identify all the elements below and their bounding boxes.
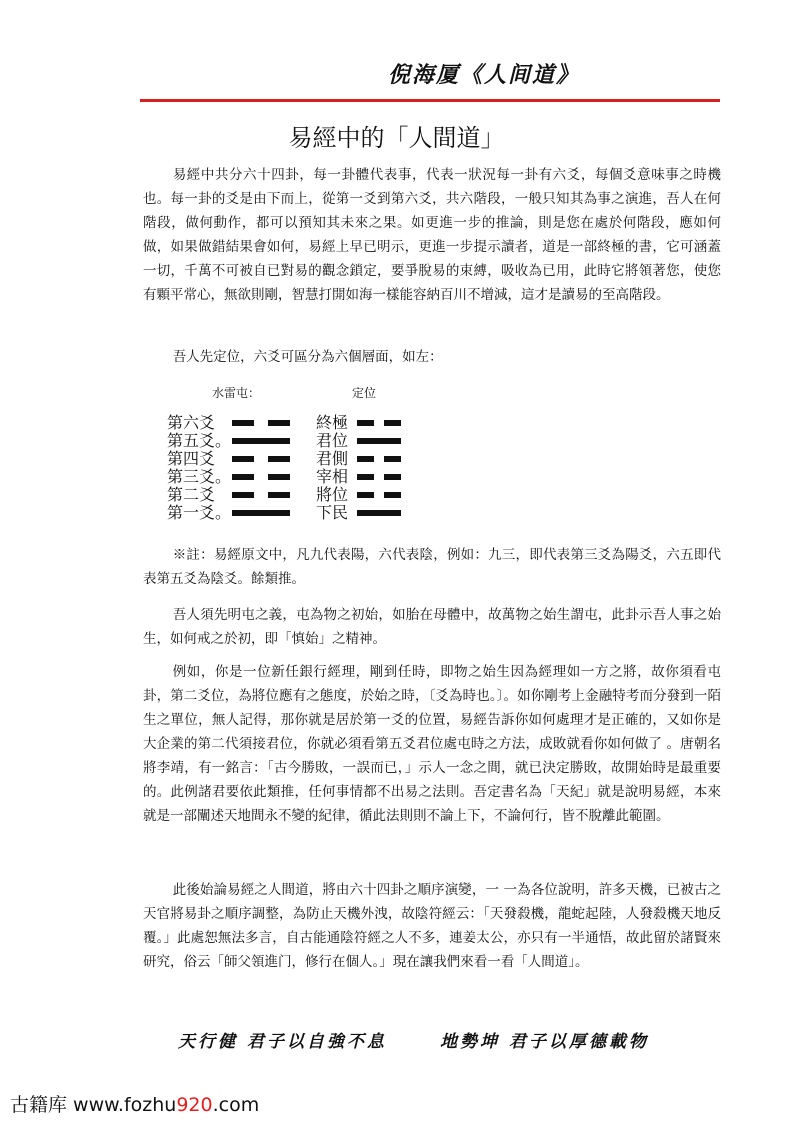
yao-position: 第一爻。 bbox=[167, 503, 232, 522]
yin-bar-segment bbox=[384, 492, 401, 498]
yang-bar bbox=[232, 438, 290, 444]
yin-bar-segment bbox=[268, 420, 290, 426]
yang-bar bbox=[232, 510, 290, 516]
role-label: 君位 bbox=[316, 431, 349, 450]
yang-line bbox=[232, 432, 290, 450]
motto-heaven: 天行健 君子以自強不息 bbox=[178, 1032, 387, 1052]
yin-bar-segment bbox=[268, 492, 290, 498]
yin-bar-segment bbox=[384, 474, 401, 480]
yang-bar bbox=[357, 510, 401, 516]
yin-bar-segment bbox=[232, 456, 254, 462]
yin-bar-segment bbox=[357, 420, 374, 426]
yin-bar-segment bbox=[232, 474, 254, 480]
yin-line bbox=[232, 414, 290, 432]
header-title: 倪海厦《人间道》 bbox=[387, 62, 580, 88]
site-watermark bbox=[10, 1090, 259, 1117]
yin-bar-segment bbox=[357, 492, 374, 498]
positions-hexagram bbox=[357, 414, 401, 522]
yao-position: 第五爻。 bbox=[167, 431, 232, 450]
role-label: 君側 bbox=[316, 449, 349, 468]
yin-line bbox=[357, 450, 401, 468]
zhun-hexagram bbox=[232, 414, 290, 522]
paragraph-intro: 易經中共分六十四卦，每一卦體代表事，代表一狀況每一卦有六爻，每個爻意味事之時機也。每一卦的爻是由下而上，從第一爻到第六爻，共六階段，一般只知其為事之演進，吾人在何階段，做何動作，都可以預知其未來之果。如更進一步的推論，則是您在處於何階段，應如何做，如果做錯結果會如何，易經上早已明示，更進一步提示讀者，道是一部終極的書，它可涵蓋一切，千萬不可被自已對易的觀念鎖定，要爭脫易的束縛，吸收為已用，此時它將領著您，使您有顆平常心，無欲則剛，智慧打開如海一樣能容納百川不增減，這才是讀易的至高階段。 bbox=[143, 167, 721, 303]
yao-position: 第二爻 bbox=[167, 485, 216, 504]
article-title: 易經中的「人間道」 bbox=[288, 124, 505, 152]
paragraph-conclusion: 此後始論易經之人間道，將由六十四卦之順序演變，一 一為各位說明，許多天機，已被古之天官將易卦之順序調整，為防止天機外洩，故陰符經云：「天發殺機，龍蛇起陸，人發殺機天地反覆。」此處恕無法多言，自古能通陰符經之人不多，連姜太公，亦只有一半通悟，故此留於諸賢來研究，俗云「師父領進门，修行在個人。」現在讓我們來看一看「人間道」。 bbox=[143, 882, 721, 970]
hexagram-label: 水雷屯： bbox=[212, 386, 261, 400]
yin-bar-segment bbox=[268, 474, 290, 480]
role-label: 將位 bbox=[316, 485, 349, 504]
yin-bar-segment bbox=[232, 420, 254, 426]
motto-earth: 地勢坤 君子以厚德載物 bbox=[440, 1032, 649, 1052]
header-divider bbox=[140, 99, 720, 102]
yin-line bbox=[232, 468, 290, 486]
yin-bar-segment bbox=[384, 456, 401, 462]
paragraph-note: ※註：易經原文中，凡九代表陽，六代表陰，例如：九三，即代表第三爻為陽爻，六五即代表第五爻為陰爻。餘類推。 bbox=[143, 547, 721, 587]
yang-bar bbox=[357, 438, 401, 444]
yin-line bbox=[357, 414, 401, 432]
yin-line bbox=[232, 486, 290, 504]
yin-line bbox=[232, 450, 290, 468]
yang-line bbox=[357, 504, 401, 522]
yin-bar-segment bbox=[268, 456, 290, 462]
role-label: 終極 bbox=[316, 413, 349, 432]
positions-label: 定位 bbox=[352, 386, 377, 400]
role-label: 宰相 bbox=[316, 467, 349, 486]
watermark-number: 920 bbox=[176, 1094, 213, 1116]
watermark-prefix: 古籍库 www.fozhu bbox=[10, 1094, 177, 1116]
yao-position: 第六爻 bbox=[167, 413, 216, 432]
yin-bar-segment bbox=[357, 474, 374, 480]
yang-line bbox=[357, 432, 401, 450]
role-list bbox=[316, 414, 348, 522]
yin-bar-segment bbox=[357, 456, 374, 462]
yin-line bbox=[357, 468, 401, 486]
watermark-suffix: .com bbox=[212, 1094, 260, 1116]
yao-position: 第四爻 bbox=[167, 449, 216, 468]
yin-bar-segment bbox=[232, 492, 254, 498]
paragraph-positions-intro: 吾人先定位，六爻可區分為六個層面，如左： bbox=[172, 349, 443, 365]
yao-position-list bbox=[167, 414, 231, 522]
yin-line bbox=[357, 486, 401, 504]
yang-line bbox=[232, 504, 290, 522]
yao-position: 第三爻。 bbox=[167, 467, 232, 486]
paragraph-zhun-meaning: 吾人須先明屯之義，屯為物之初始，如胎在母體中，故萬物之始生謂屯，此卦示吾人事之始生，如何戒之於初，即「慎始」之精神。 bbox=[143, 607, 721, 647]
paragraph-example: 例如，你是一位新任銀行經理，剛到任時，即物之始生因為經理如一方之將，故你須看屯卦，第二爻位，為將位應有之態度，於始之時，〔爻為時也。〕。如你剛考上金融特考而分發到一陌生之單位，無人記得，那你就是居於第一爻的位置，易經告訴你如何處理才是正確的，又如你是大企業的第二代須接君位，你就必須看第五爻君位處屯時之方法，成敗就看你如何做了 。唐朝名將李靖，有一銘言：「古今勝敗，一誤而已，」示人一念之間，就已決定勝敗，故開始時是最重要的。此例諸君要依此類推，任何事情都不出易之法則。吾定書名為「天紀」就是說明易經，本來就是一部闡述天地間永不變的紀律，循此法則則不論上下，不論何行，皆不脫離此範圍。 bbox=[143, 664, 721, 824]
yin-bar-segment bbox=[384, 420, 401, 426]
role-label: 下民 bbox=[316, 503, 349, 522]
